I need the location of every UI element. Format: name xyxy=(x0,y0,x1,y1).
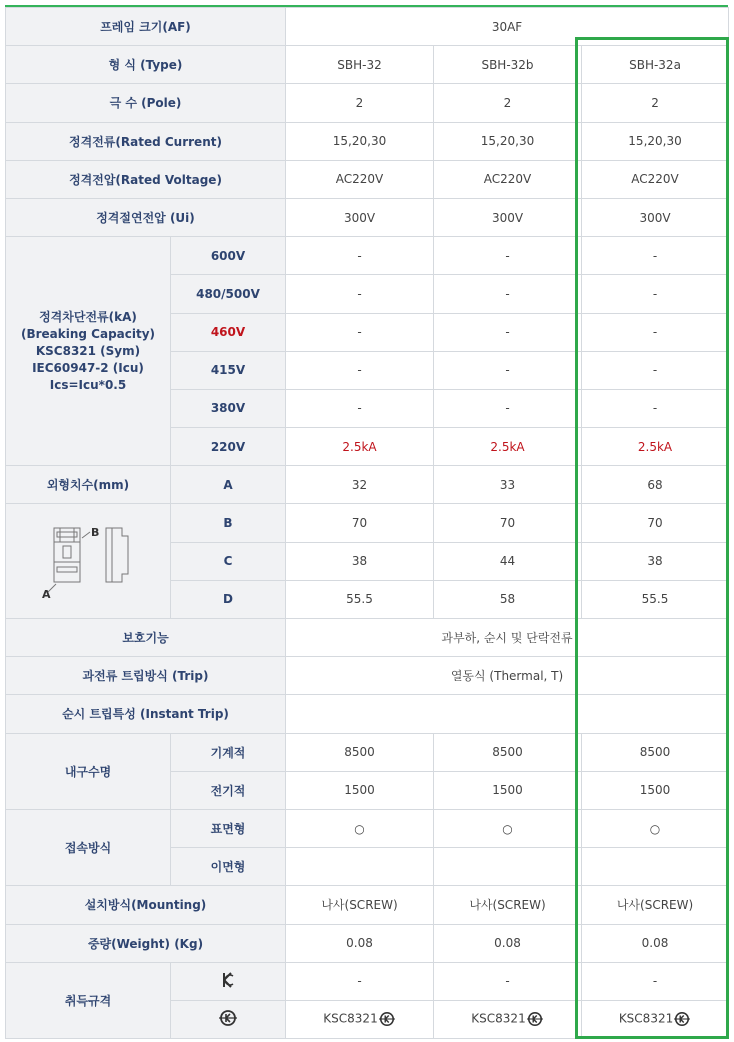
table-row-insulation-voltage xyxy=(6,198,729,236)
ks-mark-icon xyxy=(673,1011,691,1027)
breaking-label-line: 정격차단전류(kA) xyxy=(39,309,137,324)
sub-label: 전기적 xyxy=(171,771,286,809)
cell-value: - xyxy=(434,275,582,313)
cell-value: - xyxy=(286,313,434,351)
row-label: 프레임 크기(AF) xyxy=(6,8,286,46)
cell-value: 33 xyxy=(434,466,582,504)
cell-value: - xyxy=(434,962,582,1000)
cell-value xyxy=(434,848,582,886)
cell-value: AC220V xyxy=(286,160,434,198)
cell-value: 2 xyxy=(286,84,434,122)
row-label: 중량(Weight) (Kg) xyxy=(6,924,286,962)
model-name: SBH-32a xyxy=(582,46,729,84)
kc-mark-icon xyxy=(220,971,236,989)
cell-value: ○ xyxy=(286,809,434,847)
cell-value: 68 xyxy=(582,466,729,504)
cell-value: 70 xyxy=(286,504,434,542)
cell-value: 1500 xyxy=(582,771,729,809)
model-name: SBH-32 xyxy=(286,46,434,84)
cell-value: - xyxy=(434,237,582,275)
cell-value: - xyxy=(434,313,582,351)
cell-value: 38 xyxy=(582,542,729,580)
cell-value: 2.5kA xyxy=(582,428,729,466)
ks-mark-cell xyxy=(171,1000,286,1038)
cell-value: ○ xyxy=(434,809,582,847)
row-label: 순시 트립특성 (Instant Trip) xyxy=(6,695,286,733)
frame-value: 30AF xyxy=(286,8,729,46)
cell-value: - xyxy=(434,351,582,389)
figure-label-a: A xyxy=(42,588,51,601)
cell-value: 나사(SCREW) xyxy=(434,886,582,924)
cell-value: 2.5kA xyxy=(434,428,582,466)
table-row-connection-front xyxy=(6,809,729,847)
breaking-label-line: IEC60947-2 (Icu) xyxy=(32,360,144,375)
cell-value: 8500 xyxy=(582,733,729,771)
cell-value: 15,20,30 xyxy=(286,122,434,160)
cell-value: 0.08 xyxy=(286,924,434,962)
cell-value: - xyxy=(582,275,729,313)
voltage-label: 380V xyxy=(171,389,286,427)
row-label: 정격전류(Rated Current) xyxy=(6,122,286,160)
cell-value: 1500 xyxy=(286,771,434,809)
cell-value: 나사(SCREW) xyxy=(286,886,434,924)
cert-cell xyxy=(434,1000,582,1038)
cell-value: 300V xyxy=(582,198,729,236)
table-row-trip xyxy=(6,657,729,695)
cell-value: - xyxy=(434,389,582,427)
cell-value: - xyxy=(582,237,729,275)
table-row-protection xyxy=(6,619,729,657)
cert-text: KSC8321 xyxy=(618,1011,674,1026)
cell-value: 열동식 (Thermal, T) xyxy=(286,657,729,695)
table-row-pole xyxy=(6,84,729,122)
cell-value: 32 xyxy=(286,466,434,504)
cell-value: 1500 xyxy=(434,771,582,809)
cell-value: - xyxy=(582,962,729,1000)
dimension-figure-cell xyxy=(6,504,171,619)
voltage-label: 415V xyxy=(171,351,286,389)
breaking-label-line: KSC8321 (Sym) xyxy=(35,343,141,358)
cell-value: 과부하, 순시 및 단락전류 xyxy=(286,619,729,657)
table-row-weight xyxy=(6,924,729,962)
breaker-dimension-figure xyxy=(38,522,138,600)
cell-value xyxy=(286,848,434,886)
dim-label: A xyxy=(171,466,286,504)
cell-value: 44 xyxy=(434,542,582,580)
cell-value: 55.5 xyxy=(582,580,729,618)
table-row-rated-current xyxy=(6,122,729,160)
cell-value: 나사(SCREW) xyxy=(582,886,729,924)
table-row-instant-trip xyxy=(6,695,729,733)
row-label: 보호기능 xyxy=(6,619,286,657)
cell-value xyxy=(286,695,729,733)
cell-value: 2.5kA xyxy=(286,428,434,466)
cell-value: 8500 xyxy=(434,733,582,771)
dim-label: D xyxy=(171,580,286,618)
cell-value: 55.5 xyxy=(286,580,434,618)
row-label: 극 수 (Pole) xyxy=(6,84,286,122)
table-row-dim-b xyxy=(6,504,729,542)
cell-value: - xyxy=(286,389,434,427)
cell-value: 8500 xyxy=(286,733,434,771)
ks-mark-icon xyxy=(218,1009,238,1027)
cell-value: - xyxy=(286,962,434,1000)
sub-label: 표면형 xyxy=(171,809,286,847)
kc-mark-icon xyxy=(171,962,286,1000)
voltage-label: 600V xyxy=(171,237,286,275)
row-label: 형 식 (Type) xyxy=(6,46,286,84)
table-row-mounting xyxy=(6,886,729,924)
row-label: 취득규격 xyxy=(6,962,171,1038)
sub-label: 이면형 xyxy=(171,848,286,886)
table-row-dim-a xyxy=(6,466,729,504)
row-label: 외형치수(mm) xyxy=(6,466,171,504)
cell-value: 300V xyxy=(434,198,582,236)
cell-value: - xyxy=(582,351,729,389)
voltage-label: 220V xyxy=(171,428,286,466)
breaking-label xyxy=(6,237,171,466)
spec-table-container xyxy=(5,5,728,1039)
cert-cell xyxy=(582,1000,729,1038)
sub-label: 기계적 xyxy=(171,733,286,771)
row-label: 정격절연전압 (Ui) xyxy=(6,198,286,236)
cell-value: 300V xyxy=(286,198,434,236)
spec-table xyxy=(5,7,729,1039)
table-row-rated-voltage xyxy=(6,160,729,198)
cert-cell xyxy=(286,1000,434,1038)
cell-value: AC220V xyxy=(582,160,729,198)
cell-value: - xyxy=(286,237,434,275)
cell-value: - xyxy=(582,389,729,427)
dim-label: C xyxy=(171,542,286,580)
row-label: 접속방식 xyxy=(6,809,171,885)
cert-text: KSC8321 xyxy=(471,1011,526,1026)
table-row-breaking-600 xyxy=(6,237,729,275)
cell-value: ○ xyxy=(582,809,729,847)
cell-value: 70 xyxy=(582,504,729,542)
row-label: 설치방식(Mounting) xyxy=(6,886,286,924)
row-label: 정격전압(Rated Voltage) xyxy=(6,160,286,198)
cell-value: 15,20,30 xyxy=(434,122,582,160)
breaking-label-line: Ics=Icu*0.5 xyxy=(49,377,127,392)
table-row-cert-kc xyxy=(6,962,729,1000)
table-row-type xyxy=(6,46,729,84)
ks-mark-icon xyxy=(526,1011,544,1027)
breaking-label-line: (Breaking Capacity) xyxy=(20,326,156,341)
cell-value: 2 xyxy=(582,84,729,122)
row-label: 내구수명 xyxy=(6,733,171,809)
cell-value: 58 xyxy=(434,580,582,618)
cell-value xyxy=(582,848,729,886)
cell-value: 0.08 xyxy=(434,924,582,962)
cell-value: 0.08 xyxy=(582,924,729,962)
figure-label-b: B xyxy=(91,526,100,540)
cell-value: - xyxy=(286,275,434,313)
cell-value: 38 xyxy=(286,542,434,580)
voltage-label: 480/500V xyxy=(171,275,286,313)
cell-value: 2 xyxy=(434,84,582,122)
row-label: 과전류 트립방식 (Trip) xyxy=(6,657,286,695)
cell-value: 15,20,30 xyxy=(582,122,729,160)
table-row-frame xyxy=(6,8,729,46)
cert-text: KSC8321 xyxy=(323,1011,378,1026)
cell-value: - xyxy=(582,313,729,351)
cell-value: 70 xyxy=(434,504,582,542)
cell-value: - xyxy=(286,351,434,389)
model-name: SBH-32b xyxy=(434,46,582,84)
dim-label: B xyxy=(171,504,286,542)
cell-value: AC220V xyxy=(434,160,582,198)
table-row-endurance-mech xyxy=(6,733,729,771)
voltage-label: 460V xyxy=(171,313,286,351)
ks-mark-icon xyxy=(378,1011,396,1027)
